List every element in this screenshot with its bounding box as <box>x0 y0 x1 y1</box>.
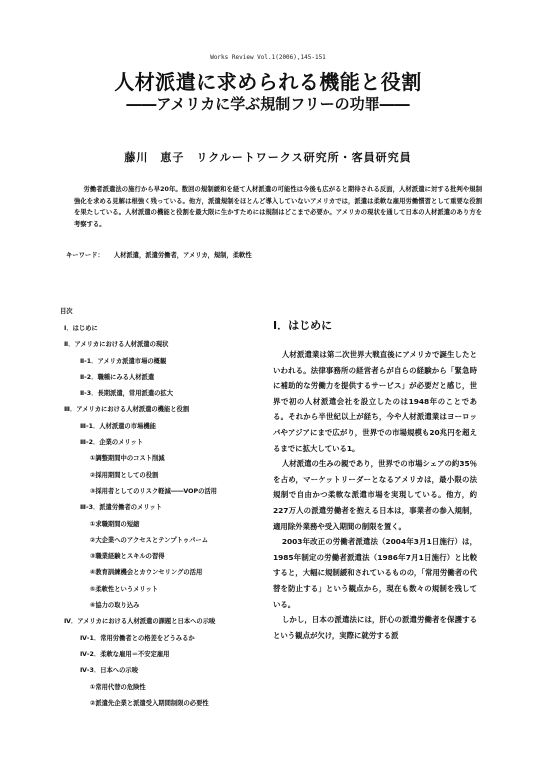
paragraph: しかし，日本の派遣法には，肝心の派遣労働者を保護するという観点が欠け，実際に就労する派 <box>273 615 477 640</box>
toc-item: Ⅰ．はじめに <box>64 325 98 332</box>
section-body <box>273 347 477 643</box>
toc-item: Ⅱ．アメリカにおける人材派遣の現状 <box>64 341 169 349</box>
toc-item: Ⅲ-3．派遣労働者のメリット <box>80 504 162 512</box>
toc-item: ①調整期間中のコスト削減 <box>90 455 165 463</box>
toc-item: Ⅱ-2．職種にみる人材派遣 <box>80 373 155 381</box>
toc-item: Ⅱ-3．長期派遣，常用派遣の拡大 <box>80 390 174 398</box>
toc-item: ②採用期間としての役割 <box>90 471 159 479</box>
keywords <box>66 250 476 259</box>
toc-item: Ⅳ．アメリカにおける人材派遣の課題と日本への示唆 <box>64 618 216 626</box>
paper-subtitle: ――アメリカに学ぶ規制フリーの功罪―― <box>126 95 410 113</box>
toc-item: Ⅲ-2．企業のメリット <box>80 439 144 447</box>
toc-item: Ⅳ-2．柔軟な雇用＝不安定雇用 <box>80 650 170 658</box>
paragraph: 人材派遣業は第二次世界大戦直後にアメリカで誕生したといわれる。法律事務所の経営者らが自らの経験から「緊急時に補助的な労働力を提供するサービス」が必要だと感じ，世界で初の人材派遣会社を設立したのは1948年のことである。それから半世紀以上が経ち，今や人材派遣業はヨーロッパやアジアにまで広がり，世界での市場規模も20兆円を超えるまでに拡大している1。 <box>273 350 477 453</box>
toc-heading: 目次 <box>60 308 73 315</box>
toc-item: Ⅳ-1．常用労働者との格差をどうみるか <box>80 634 195 642</box>
toc-list <box>60 321 270 712</box>
toc-item: Ⅲ-1．人材派遣の市場機能 <box>80 422 156 430</box>
paragraph: 2003年改正の労働者派遣法（2004年3月1日施行）は，1985年制定の労働者派遣法（1986年7月1日施行）と比較すると，大幅に規制緩和されているものの，「常用労働者の代替を防止する」という観点から，現在も数々の規制を残している。 <box>273 537 477 609</box>
toc-item: Ⅳ-3．日本への示唆 <box>80 667 138 675</box>
toc-item: ⑥協力の取り込み <box>90 602 140 610</box>
paragraph: 人材派遣の生みの親であり，世界での市場シェアの約35％を占め，マーケットリーダーとなるアメリカは，最小限の法規制で自由かつ柔軟な派遣市場を実現している。他方，約227万人の派遣労働者を抱える日本は，事業者の参入規制，適用除外業務や受入期間の制限を置く。 <box>273 459 477 531</box>
author-line: 藤川 恵子 リクルートワークス研究所・客員研究員 <box>124 151 412 164</box>
table-of-contents <box>60 306 270 712</box>
toc-item: ①求職期間の短縮 <box>90 520 140 528</box>
journal-reference: Works Review Vol.1(2006),145-151 <box>210 54 326 61</box>
keywords-label: キーワード： <box>66 252 104 259</box>
toc-item: Ⅱ-1．アメリカ派遣市場の概観 <box>80 357 167 365</box>
toc-item: ①常用代替の危険性 <box>90 683 146 691</box>
toc-item: ②派遣先企業と派遣受入期間制限の必要性 <box>90 699 209 707</box>
keywords-value: 人材派遣，派遣労働者，アメリカ，規制，柔軟性 <box>113 252 252 259</box>
toc-item: ③職業経験とスキルの習得 <box>90 553 165 561</box>
toc-item: Ⅲ．アメリカにおける人材派遣の機能と役割 <box>64 406 190 414</box>
abstract: 労働者派遣法の施行から早20年。数回の規制緩和を経て人材派遣の可能性は今後も広がると期待される反面，人材派遣に対する批判や規制強化を求める見解は根強く残っている。他方，派遣規制をほとんど導入していないアメリカでは，派遣は柔軟な雇用労働慣習として重要な役割を果たしている。人材派遣の機能と役割を最大限に生かすためには規制はどこまで必要か。アメリカの現状を通して日本の人材派遣のあり方を考察する。 <box>74 186 482 228</box>
toc-item: ⑤柔軟性というメリット <box>90 585 159 593</box>
section-heading: Ⅰ．はじめに <box>273 319 333 332</box>
toc-item: ②大企業へのアクセスとテンプトゥパーム <box>90 536 209 544</box>
paper-title: 人材派遣に求められる機能と役割 <box>114 70 422 94</box>
toc-item: ③採用者としてのリスク軽減――VOPの活用 <box>90 487 217 495</box>
toc-item: ④教育訓練機会とカウンセリングの活用 <box>90 569 203 577</box>
